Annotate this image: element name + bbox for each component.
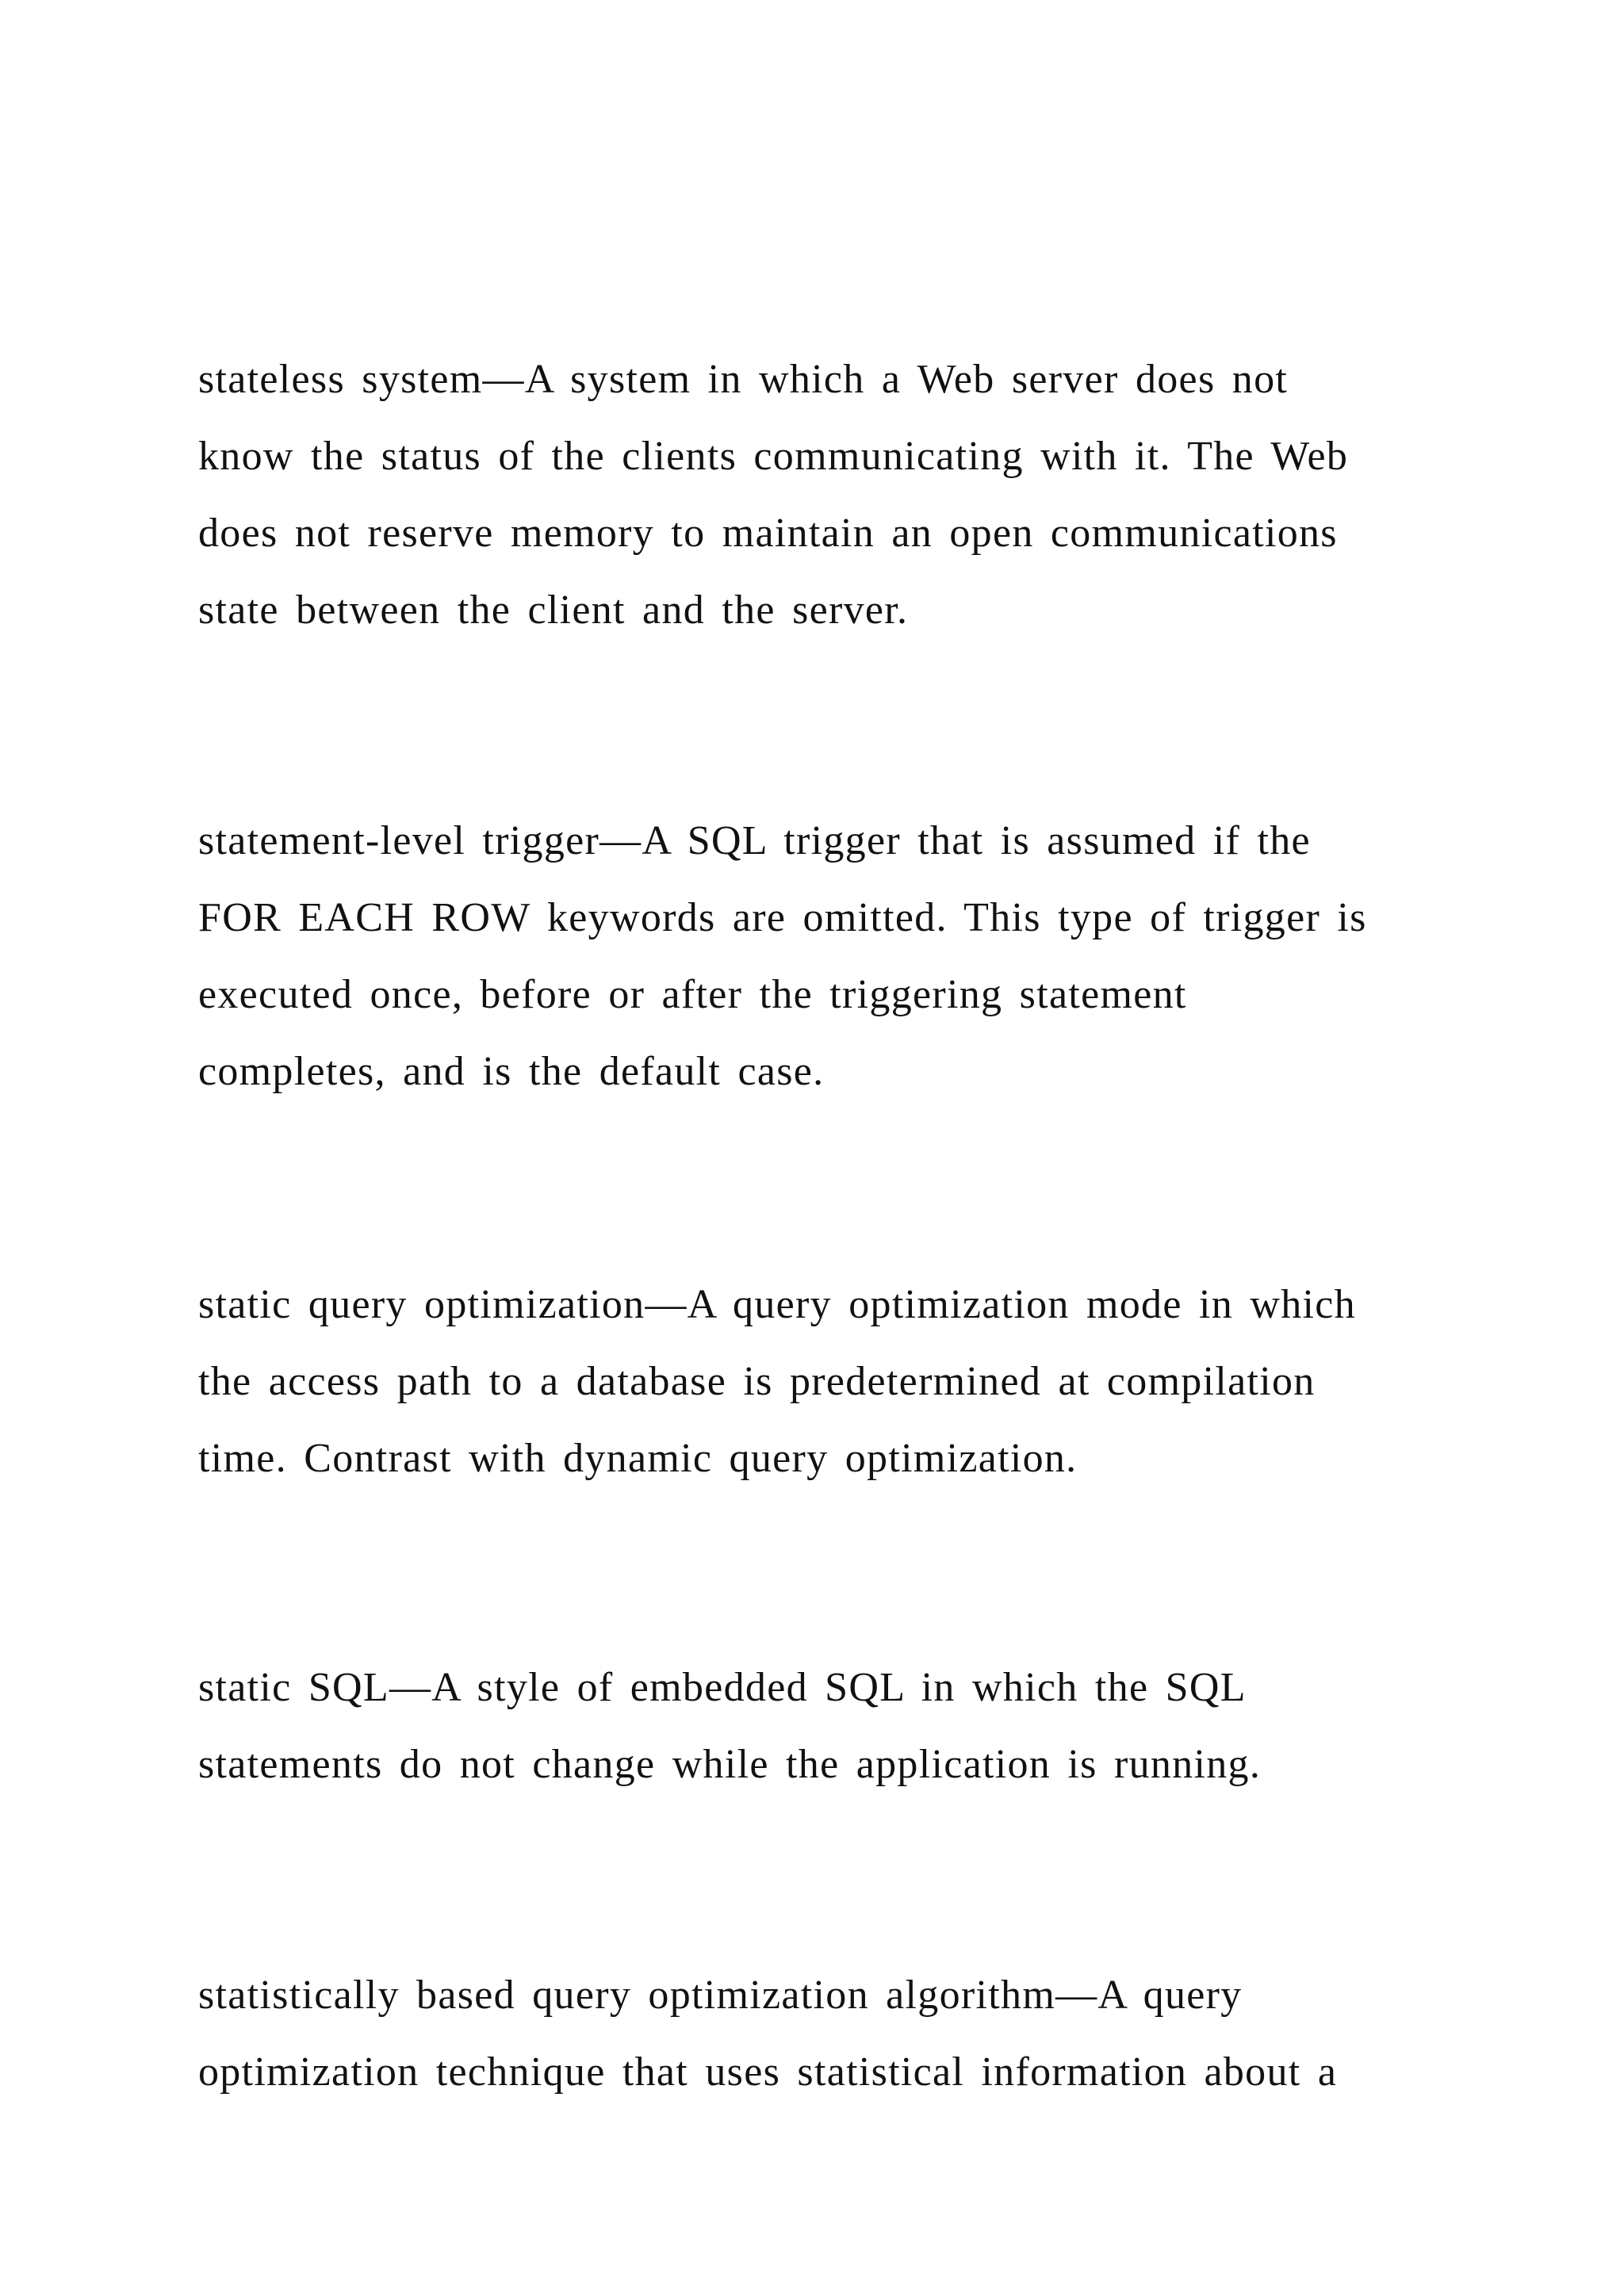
entry-text-line: state between the client and the server. [198,587,909,633]
entry-text-line: the access path to a database is predetermined at compilation [198,1359,1316,1404]
entry-text-line: static SQL—A style of embedded SQL in which the SQL [198,1665,1247,1710]
glossary-entry-statement-level-trigger [198,802,1435,1110]
entry-text-line: statement-level trigger—A SQL trigger that is assumed if the [198,818,1311,863]
glossary-entry-statistically-based-query-optimization [198,1957,1435,2110]
entry-text-line: completes, and is the default case. [198,1049,825,1094]
entry-text-line: stateless system—A system in which a Web server does not [198,357,1289,402]
entry-text-line: executed once, before or after the triggering statement [198,972,1187,1017]
glossary-entry-stateless-system [198,341,1435,649]
entry-text-line: FOR EACH ROW keywords are omitted. This type of trigger is [198,895,1367,940]
glossary-entry-static-sql [198,1649,1435,1803]
entry-text-line: know the status of the clients communicating with it. The Web [198,434,1349,479]
entry-text-line: optimization technique that uses statistical information about a [198,2049,1338,2095]
entry-text-line: time. Contrast with dynamic query optimization. [198,1436,1078,1481]
entry-text-line: static query optimization—A query optimization mode in which [198,1282,1356,1327]
entry-text-line: statements do not change while the application is running. [198,1742,1262,1787]
glossary-entry-static-query-optimization [198,1266,1435,1497]
entry-text-line: does not reserve memory to maintain an open communications [198,511,1338,556]
entry-text-line: statistically based query optimization algorithm—A query [198,1973,1243,2018]
